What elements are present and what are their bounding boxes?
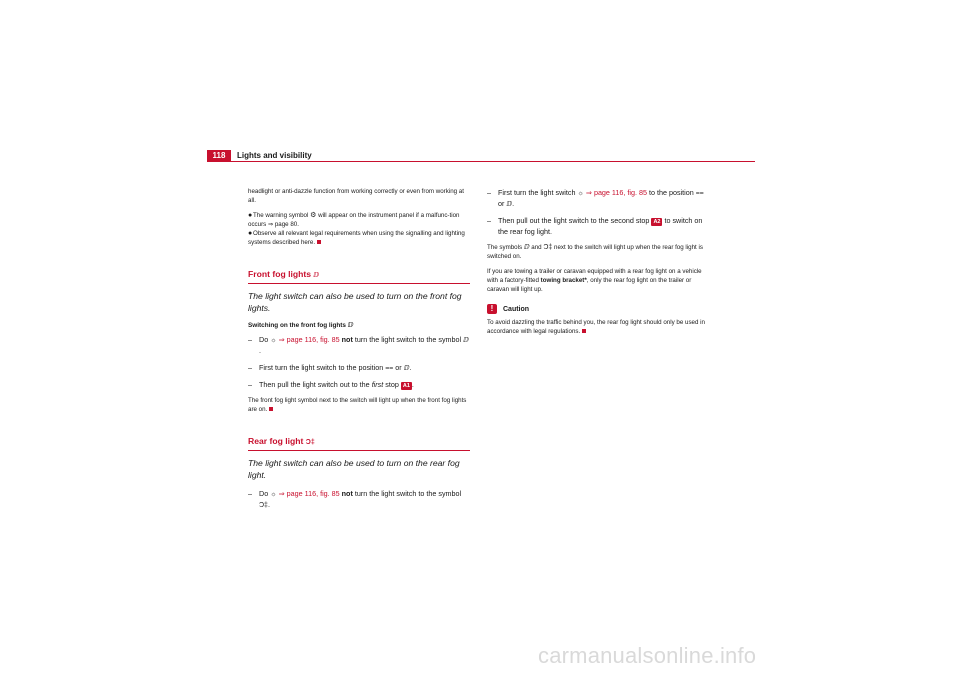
left-column xyxy=(248,187,470,516)
bullet-item: ●Observe all relevant legal requirements when using the signalling and lighting systems described here. xyxy=(248,230,465,246)
step-item: – Do ☼ ⇒ page 116, fig. 85 not turn the light switch to the symbol ⅅ. xyxy=(248,335,469,355)
page-reference-link[interactable]: ⇒ page 116, fig. 85 xyxy=(278,335,340,344)
rear-fog-title: Rear fog light Ͻ‡ xyxy=(248,435,470,451)
light-switch-icon: ☼ xyxy=(270,337,277,344)
warning-symbol-icon: ⚙ xyxy=(310,212,317,219)
step-item: – Do ☼ ⇒ page 116, fig. 85 not turn the light switch to the symbol Ͻ‡. xyxy=(248,489,462,509)
callout-badge: A2 xyxy=(653,219,661,225)
chapter-title: Lights and visibility xyxy=(237,151,312,160)
rear-fog-icon: Ͻ‡ xyxy=(305,439,315,446)
caution-heading: ! Caution xyxy=(487,304,712,314)
step-item: – First turn the light switch ☼ ⇒ page 116, fig. 85 to the position ⩵ or ⅅ. xyxy=(487,188,704,208)
callout-badge: A1 xyxy=(402,383,410,389)
end-mark-icon xyxy=(269,407,273,411)
bullet-item: ●The warning symbol ⚙ will appear on the instrument panel if a malfunc-tion occurs ⇒ page 80. xyxy=(248,212,460,228)
rear-fog-icon: Ͻ‡ xyxy=(259,502,268,509)
end-mark-icon xyxy=(582,329,586,333)
light-switch-icon: ☼ xyxy=(270,491,277,498)
step-item: – Then pull the light switch out to the first stop A1 . xyxy=(248,380,414,389)
page-header xyxy=(207,150,755,162)
dipped-beam-icon: ⅅ xyxy=(506,201,513,208)
step-item: – Then pull out the light switch to the second stop A2 to switch on the rear fog light. xyxy=(487,216,703,236)
bullet-dot: ● xyxy=(248,230,253,237)
towing-note: If you are towing a trailer or caravan equipped with a rear fog light on a vehicle with a factory-fitted towing bracket*, only the rear fog light on the trailer or caravan will light up. xyxy=(487,268,702,293)
front-fog-intro: The light switch can also be used to turn on the front fog lights. xyxy=(248,291,462,313)
page-number: 118 xyxy=(207,150,231,162)
dipped-beam-icon: ⅅ xyxy=(403,365,410,372)
end-mark-icon xyxy=(317,240,321,244)
front-fog-note: The front fog light symbol next to the switch will light up when the front fog lights are on. xyxy=(248,397,467,413)
front-fog-icon: ⅅ xyxy=(523,244,530,251)
front-fog-icon: ⅅ xyxy=(347,322,354,329)
intro-text: headlight or anti-dazzle function from working correctly or even from working at all. xyxy=(248,188,464,204)
front-fog-icon: ⅅ xyxy=(313,272,320,279)
rear-fog-intro: The light switch can also be used to turn on the rear fog light. xyxy=(248,458,460,480)
caution-text: To avoid dazzling the traffic behind you, the rear fog light should only be used in accordance with legal regulations. xyxy=(487,319,705,335)
front-fog-title: Front fog lights ⅅ xyxy=(248,268,470,284)
bullet-dot: ● xyxy=(248,212,253,219)
header-rule xyxy=(207,161,755,162)
side-light-icon: ⩵ xyxy=(385,365,394,372)
page-reference-link[interactable]: ⇒ page 116, fig. 85 xyxy=(585,188,647,197)
rear-fog-icon: Ͻ‡ xyxy=(543,244,553,251)
page-reference-link[interactable]: ⇒ page 116, fig. 85 xyxy=(278,489,340,498)
step-item: – First turn the light switch to the position ⩵ or ⅅ. xyxy=(248,363,412,372)
right-column xyxy=(487,187,712,342)
light-switch-icon: ☼ xyxy=(577,190,584,197)
rear-fog-note: The symbols ⅅ and Ͻ‡ next to the switch will light up when the rear fog light is switched on. xyxy=(487,244,703,260)
front-fog-subhead: Switching on the front fog lights ⅅ xyxy=(248,322,354,329)
caution-icon: ! xyxy=(487,304,497,314)
watermark: carmanualsonline.info xyxy=(538,643,757,668)
side-light-icon: ⩵ xyxy=(695,190,704,197)
front-fog-icon: ⅅ xyxy=(463,337,469,344)
